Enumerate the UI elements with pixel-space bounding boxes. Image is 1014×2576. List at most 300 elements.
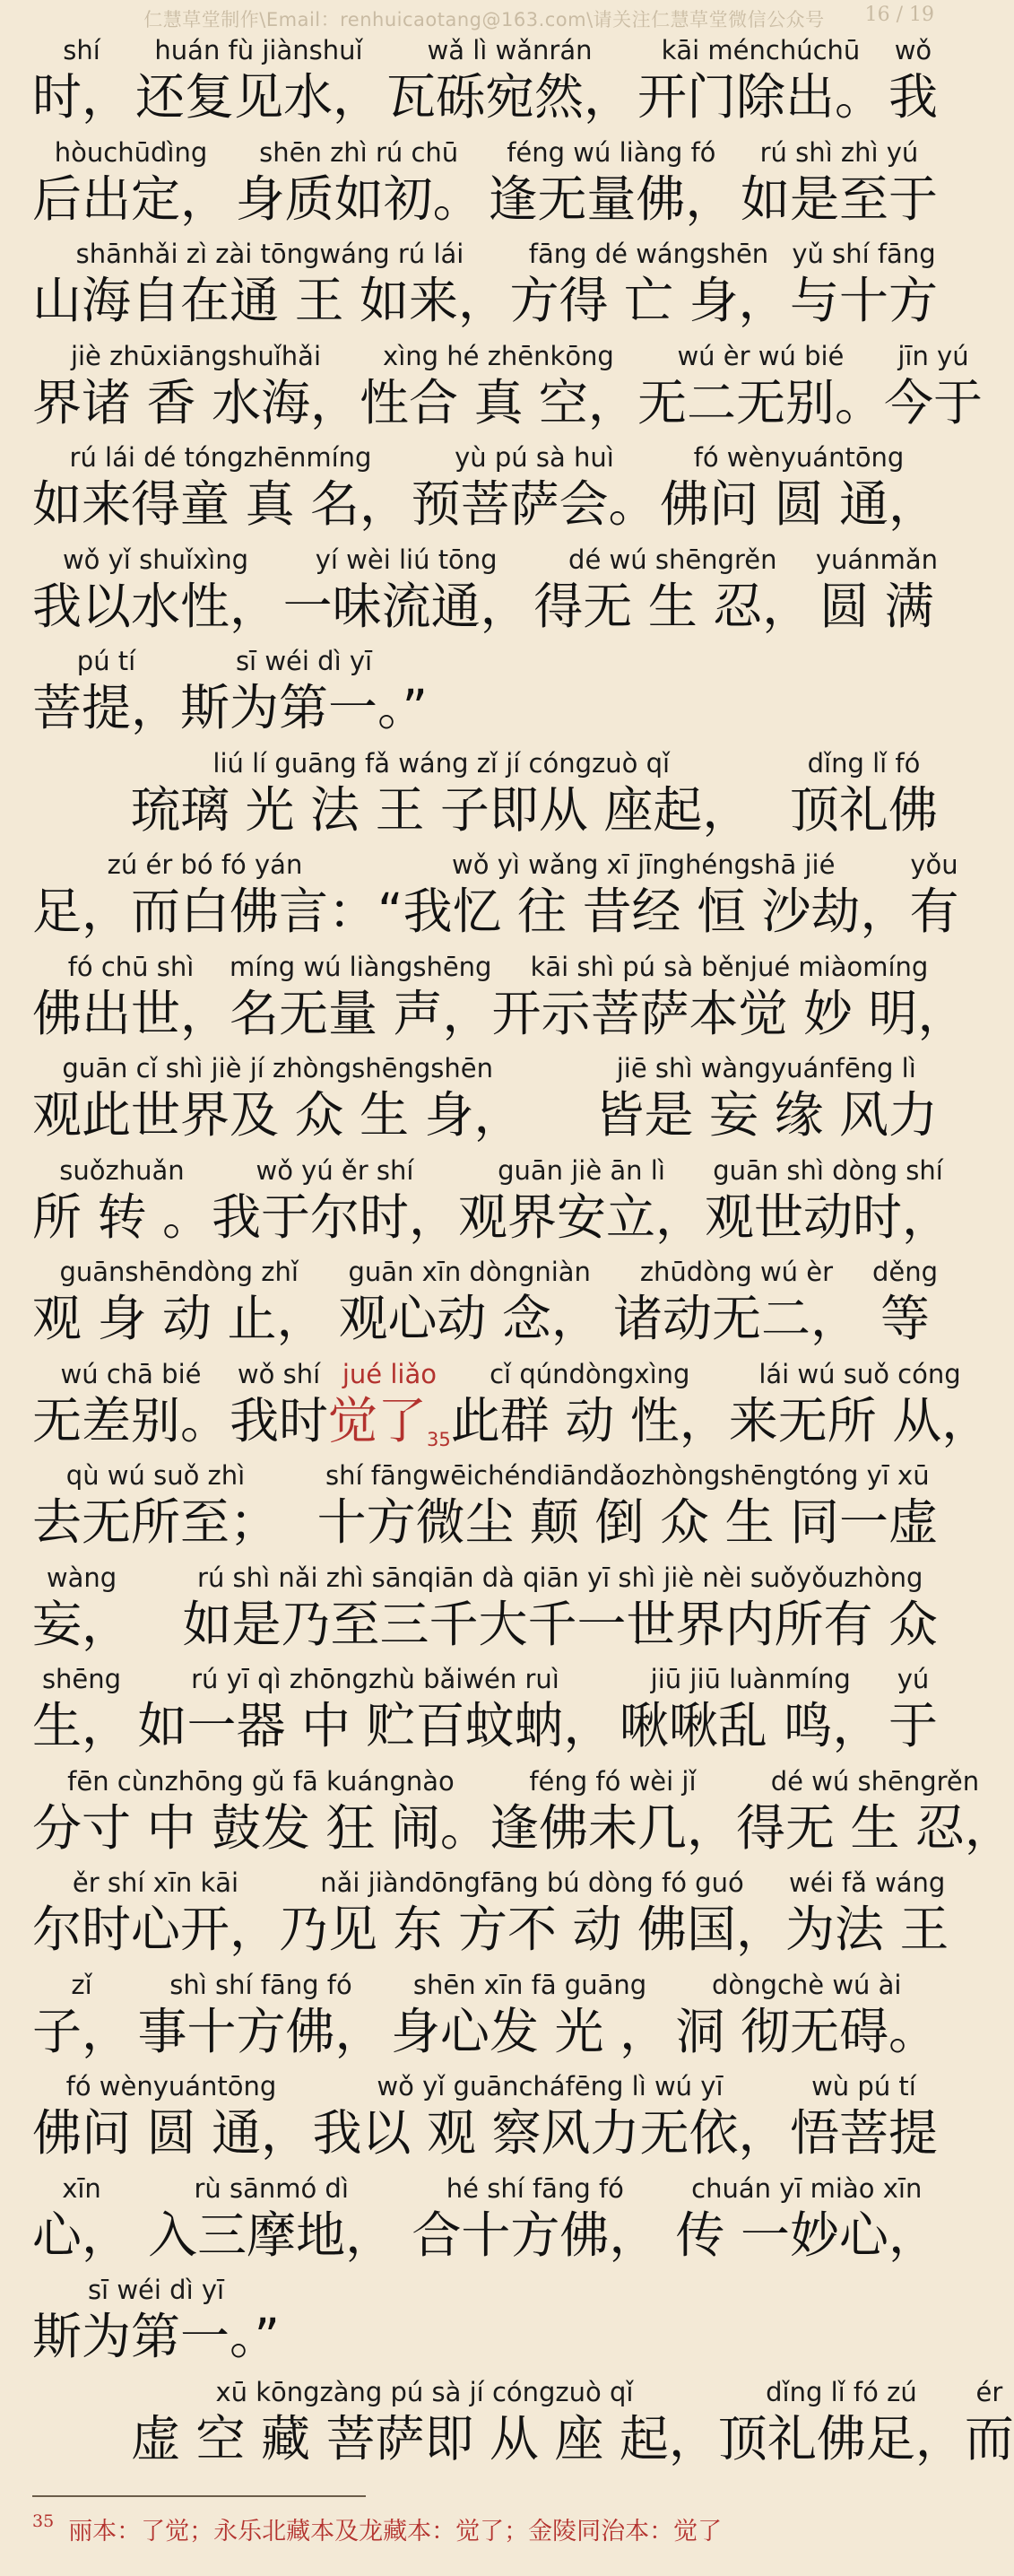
hanzi: 来无所 从， bbox=[728, 1391, 992, 1449]
hanzi: 圆 满 bbox=[819, 577, 934, 635]
phrase bbox=[131, 2376, 718, 2469]
pinyin: yǒu bbox=[910, 849, 958, 880]
pinyin: yí wèi liú tōng bbox=[315, 544, 498, 575]
text-line bbox=[32, 1459, 938, 1562]
phrase bbox=[32, 1052, 523, 1145]
phrase bbox=[637, 340, 884, 433]
phrase bbox=[613, 1256, 860, 1349]
hanzi: 时， bbox=[32, 68, 132, 126]
hanzi-wrap bbox=[741, 169, 938, 230]
hanzi: 十方微尘 颠 倒 众 生 同一虚 bbox=[316, 1493, 938, 1551]
pinyin: huán fù jiànshuǐ bbox=[154, 35, 363, 65]
pinyin: féng fó wèi jǐ bbox=[529, 1765, 697, 1797]
hanzi-wrap bbox=[138, 2001, 385, 2062]
pinyin: wú èr wú bié bbox=[677, 340, 845, 371]
pinyin: cǐ qúndòngxìng bbox=[490, 1358, 690, 1389]
pinyin: xīn bbox=[62, 2172, 101, 2204]
hanzi-wrap bbox=[32, 1492, 279, 1553]
text-line bbox=[32, 544, 938, 646]
pinyin: jiè zhūxiāngshuǐhǎi bbox=[70, 340, 322, 371]
hanzi-wrap bbox=[377, 881, 909, 942]
hanzi-wrap bbox=[236, 169, 482, 230]
text-line bbox=[32, 1663, 938, 1765]
hanzi: 悟菩提 bbox=[789, 2104, 938, 2162]
hanzi: 分寸 中 鼓发 狂 闹。 bbox=[32, 1798, 490, 1857]
pinyin: rú yī qì zhōngzhù bǎiwén ruì bbox=[191, 1664, 559, 1694]
phrase bbox=[872, 1256, 938, 1349]
hanzi-wrap bbox=[32, 169, 230, 230]
pinyin: ér bbox=[975, 2376, 1003, 2407]
pinyin: wéi fǎ wáng bbox=[789, 1867, 946, 1898]
pinyin: rú shì zhì yú bbox=[759, 136, 919, 168]
hanzi-wrap bbox=[32, 1695, 131, 1756]
footnote bbox=[32, 2511, 722, 2546]
text-line bbox=[32, 2376, 1014, 2478]
hanzi-wrap bbox=[360, 372, 637, 433]
hanzi: 还复见水， bbox=[134, 68, 382, 126]
text-line bbox=[32, 2274, 938, 2376]
pinyin: yuánmǎn bbox=[815, 544, 938, 575]
footnote-ref[interactable]: 35 bbox=[427, 1428, 451, 1450]
text-line bbox=[32, 1867, 949, 1969]
hanzi-wrap bbox=[32, 2205, 131, 2266]
text-line bbox=[32, 340, 983, 442]
pinyin: wǒ bbox=[894, 35, 932, 65]
pinyin: dé wú shēngrěn bbox=[770, 1765, 980, 1797]
hanzi: 身心发 光 ， bbox=[391, 2002, 669, 2060]
phrase bbox=[32, 136, 230, 230]
phrase bbox=[279, 1867, 785, 1960]
pinyin: shēn zhì rú chū bbox=[259, 136, 459, 168]
hanzi: 观心动 念， bbox=[338, 1290, 601, 1347]
phrase bbox=[32, 441, 409, 535]
hanzi-wrap bbox=[131, 779, 751, 840]
hanzi-wrap bbox=[328, 1390, 451, 1451]
hanzi: 妄， bbox=[32, 1595, 132, 1653]
phrase bbox=[360, 340, 637, 433]
hanzi: 我以水性， bbox=[32, 577, 280, 635]
pinyin: jīn yú bbox=[897, 340, 969, 371]
pinyin: kāi ménchúchū bbox=[661, 35, 861, 65]
pinyin: wǒ shí bbox=[237, 1358, 321, 1389]
phrase bbox=[180, 645, 428, 738]
hanzi: 名无量 声， bbox=[230, 984, 492, 1042]
phrase bbox=[816, 544, 938, 637]
hanzi-wrap bbox=[888, 66, 938, 127]
hanzi-wrap bbox=[32, 677, 180, 738]
hanzi: 斯为第一。” bbox=[32, 2308, 280, 2365]
phrase bbox=[32, 1969, 131, 2062]
hanzi: 合十方佛， bbox=[412, 2206, 659, 2264]
text-line bbox=[32, 2070, 938, 2172]
hanzi-wrap bbox=[637, 66, 884, 127]
pinyin: ěr shí xīn kāi bbox=[72, 1867, 239, 1898]
hanzi-wrap bbox=[32, 1899, 279, 1960]
hanzi: 洞 彻无碍。 bbox=[675, 2002, 938, 2060]
hanzi: “我忆 往 昔经 恒 沙劫， bbox=[377, 883, 910, 940]
phrase bbox=[32, 1562, 131, 1655]
hanzi-wrap bbox=[816, 576, 938, 637]
phrase bbox=[283, 544, 530, 637]
hanzi: 界诸 香 水海， bbox=[32, 373, 360, 431]
phrase bbox=[32, 1459, 279, 1553]
hanzi-wrap bbox=[386, 66, 633, 127]
hanzi-wrap bbox=[451, 1390, 729, 1451]
hanzi-wrap bbox=[32, 66, 131, 127]
hanzi: 佛出世， bbox=[32, 984, 230, 1042]
hanzi-wrap bbox=[412, 2205, 658, 2266]
pinyin: dǐng lǐ fó zú bbox=[766, 2376, 917, 2407]
hanzi-wrap bbox=[180, 677, 428, 738]
text-line bbox=[32, 2172, 938, 2275]
phrase bbox=[212, 1154, 458, 1248]
phrase bbox=[32, 645, 180, 738]
phrase bbox=[884, 340, 983, 433]
hanzi: 我时 bbox=[230, 1391, 329, 1449]
hanzi-wrap bbox=[613, 1288, 860, 1349]
pinyin: fó wènyuántōng bbox=[65, 2071, 277, 2102]
phrase bbox=[736, 1765, 1014, 1858]
hanzi-wrap bbox=[888, 1695, 938, 1756]
footnote-text: 丽本：了觉；永乐北藏本及龙藏本：觉了；金陵同治本：觉了 bbox=[68, 2518, 723, 2546]
hanzi-wrap bbox=[676, 2205, 938, 2266]
phrase bbox=[490, 1765, 736, 1858]
phrase bbox=[32, 340, 360, 433]
pinyin: shēng bbox=[41, 1664, 122, 1694]
hanzi-wrap bbox=[32, 1390, 230, 1451]
text-line bbox=[32, 1969, 938, 2071]
pinyin: wàng bbox=[46, 1562, 117, 1593]
phrase bbox=[785, 1867, 949, 1960]
hanzi: 斯为第一。” bbox=[180, 679, 429, 736]
hanzi: 开示菩萨本觉 妙 明， bbox=[491, 984, 967, 1042]
phrase bbox=[790, 747, 938, 840]
hanzi: 足，而白佛言： bbox=[32, 883, 378, 940]
hanzi: 逢无量佛， bbox=[488, 170, 735, 228]
hanzi: 性合 真 空， bbox=[359, 373, 637, 431]
hanzi: 乃见 东 方不 动 佛国， bbox=[279, 1901, 785, 1958]
hanzi: 开门除出。 bbox=[637, 68, 884, 126]
hanzi: 诸动无二， bbox=[612, 1290, 860, 1347]
hanzi: 所 转 。 bbox=[32, 1188, 212, 1246]
pinyin: yú bbox=[897, 1664, 930, 1694]
hanzi: 无二无别。 bbox=[637, 373, 884, 431]
hanzi: 佛问 圆 通， bbox=[32, 2104, 310, 2162]
hanzi-wrap bbox=[32, 372, 360, 433]
hanzi: 山海自在通 王 如来， bbox=[32, 272, 507, 329]
hanzi-wrap bbox=[312, 2102, 787, 2163]
hanzi: 尔时心开， bbox=[32, 1901, 280, 1958]
text-line bbox=[32, 1765, 1014, 1867]
pinyin: kāi shì pú sà běnjué miàomíng bbox=[530, 951, 929, 982]
hanzi: 我以 观 察风力无依， bbox=[312, 2104, 788, 2162]
hanzi-wrap bbox=[135, 66, 382, 127]
text-line bbox=[32, 1256, 938, 1358]
hanzi: 瓦砾宛然， bbox=[386, 68, 633, 126]
pinyin: nǎi jiàndōngfāng bú dòng fó guó bbox=[320, 1867, 744, 1898]
phrase bbox=[888, 1663, 938, 1756]
pinyin: pú tí bbox=[76, 646, 136, 676]
hanzi: 观世动时， bbox=[705, 1188, 952, 1246]
text-line bbox=[32, 849, 959, 951]
phrase bbox=[391, 1969, 669, 2062]
hanzi: 虚 空 藏 菩萨即 从 座 起， bbox=[131, 2409, 718, 2467]
phrase bbox=[729, 1358, 991, 1451]
hanzi: 无差别。 bbox=[32, 1391, 230, 1449]
hanzi-wrap bbox=[705, 1187, 951, 1248]
text-line bbox=[32, 1052, 938, 1154]
hanzi: 得无 生 忍， bbox=[533, 577, 812, 635]
hanzi: 逢佛未几， bbox=[489, 1798, 736, 1857]
phrase bbox=[138, 1969, 385, 2062]
hanzi-wrap bbox=[965, 2408, 1014, 2469]
phrase bbox=[676, 2172, 938, 2266]
pinyin: wǒ yì wǎng xī jīnghéngshā jié bbox=[452, 849, 836, 880]
hanzi: 事十方佛， bbox=[137, 2002, 385, 2060]
hanzi-wrap bbox=[32, 1187, 212, 1248]
hanzi-wrap bbox=[729, 1390, 991, 1451]
phrase bbox=[965, 2376, 1014, 2469]
pinyin: zú ér bó fó yán bbox=[107, 849, 303, 880]
phrase bbox=[741, 136, 938, 230]
pinyin: shí fāngwēichéndiāndǎozhòngshēngtóng yī xū bbox=[325, 1460, 930, 1491]
hanzi-wrap bbox=[509, 270, 787, 331]
phrase bbox=[312, 2070, 787, 2163]
hanzi: 入三摩地， bbox=[148, 2206, 395, 2264]
annotated-phrase bbox=[328, 1358, 451, 1451]
pinyin: rú shì nǎi zhì sānqiān dà qiān yī shì jiè nèi suǒyǒuzhòng bbox=[197, 1562, 923, 1593]
phrase bbox=[317, 1459, 938, 1553]
pinyin: liú lí guāng fǎ wáng zǐ jí cóngzuò qǐ bbox=[212, 747, 671, 779]
pinyin: jiū jiū luànmíng bbox=[650, 1664, 851, 1694]
pinyin: guān jiè ān lì bbox=[498, 1154, 665, 1186]
pinyin: qù wú suǒ zhì bbox=[65, 1460, 246, 1491]
text-line bbox=[32, 34, 938, 136]
hanzi: 如是乃至三千大千一世界内所有 众 bbox=[182, 1595, 938, 1653]
pinyin: yǔ shí fāng bbox=[792, 239, 936, 269]
pinyin: guān shì dòng shí bbox=[713, 1154, 943, 1186]
hanzi-wrap bbox=[32, 983, 230, 1044]
footnote-divider bbox=[32, 2495, 366, 2497]
hanzi: 我 bbox=[888, 68, 938, 126]
hanzi: 生， bbox=[32, 1697, 132, 1754]
hanzi-wrap bbox=[32, 1084, 523, 1145]
phrase bbox=[32, 1765, 490, 1858]
phrase bbox=[32, 2070, 310, 2163]
hanzi: 后出定， bbox=[32, 170, 230, 228]
phrase bbox=[637, 34, 884, 127]
hanzi: 如一器 中 贮百蚊蚋， bbox=[137, 1697, 613, 1754]
pinyin: míng wú liàngshēng bbox=[230, 951, 492, 982]
hanzi: 琉璃 光 法 王 子即从 座起， bbox=[131, 780, 752, 839]
hanzi: 观界安立， bbox=[457, 1188, 705, 1246]
pinyin: rù sānmó dì bbox=[194, 2172, 349, 2204]
scripture-text-body bbox=[32, 34, 1014, 2477]
pinyin: féng wú liàng fó bbox=[507, 136, 716, 168]
hanzi: 预菩萨会。 bbox=[411, 475, 658, 533]
hanzi-wrap bbox=[32, 2102, 310, 2163]
hanzi-wrap bbox=[230, 1390, 328, 1451]
phrase bbox=[790, 238, 938, 331]
pinyin: dòngchè wú ài bbox=[712, 1969, 902, 2000]
phrase bbox=[32, 1358, 230, 1451]
hanzi: 啾啾乱 鸣， bbox=[619, 1697, 882, 1754]
hanzi-wrap bbox=[32, 270, 507, 331]
pinyin: fāng dé wángshēn bbox=[528, 239, 769, 269]
hanzi-wrap bbox=[32, 881, 377, 942]
hanzi: 有 bbox=[909, 883, 959, 940]
hanzi-wrap bbox=[32, 576, 279, 637]
hanzi: 觉了 bbox=[328, 1391, 428, 1449]
phrase bbox=[32, 2172, 131, 2266]
hanzi: 子， bbox=[32, 2002, 132, 2060]
text-line bbox=[32, 1154, 952, 1257]
hanzi: 顶礼佛 bbox=[789, 780, 938, 839]
pinyin: hòuchūdìng bbox=[54, 136, 208, 168]
hanzi-wrap bbox=[785, 1899, 949, 1960]
pinyin: dǐng lǐ fó bbox=[807, 747, 921, 779]
pinyin: xìng hé zhēnkōng bbox=[383, 340, 614, 371]
pinyin: shānhǎi zì zài tōngwáng rú lái bbox=[75, 239, 464, 269]
phrase bbox=[488, 136, 734, 230]
phrase bbox=[32, 2274, 280, 2367]
hanzi-wrap bbox=[909, 881, 958, 942]
hanzi: 去无所至； bbox=[32, 1493, 280, 1551]
phrase bbox=[131, 747, 751, 840]
text-line bbox=[32, 1562, 938, 1664]
text-line bbox=[32, 645, 938, 747]
hanzi-wrap bbox=[148, 2205, 394, 2266]
hanzi-wrap bbox=[790, 779, 938, 840]
hanzi: 心， bbox=[32, 2206, 132, 2264]
hanzi-wrap bbox=[32, 474, 409, 535]
phrase bbox=[32, 1154, 212, 1248]
phrase bbox=[32, 1256, 325, 1349]
pinyin: hé shí fāng fó bbox=[446, 2172, 624, 2204]
pinyin: rú lái dé tóngzhēnmíng bbox=[69, 442, 372, 473]
hanzi: 如是至于 bbox=[740, 170, 938, 228]
hanzi: 皆是 妄 缘 风力 bbox=[594, 1086, 938, 1144]
phrase bbox=[620, 1663, 881, 1756]
phrase bbox=[148, 2172, 394, 2266]
hanzi-wrap bbox=[279, 1899, 785, 1960]
hanzi-wrap bbox=[32, 2306, 280, 2367]
phrase bbox=[230, 951, 491, 1044]
phrase bbox=[32, 544, 279, 637]
pinyin: guān cǐ shì jiè jí zhòngshēngshēn bbox=[62, 1053, 494, 1083]
phrase bbox=[509, 238, 787, 331]
page-number: 16 / 19 bbox=[864, 4, 934, 26]
phrase bbox=[138, 1663, 613, 1756]
pinyin: chuán yī miào xīn bbox=[691, 2172, 923, 2204]
pinyin: guānshēndòng zhǐ bbox=[59, 1257, 299, 1287]
hanzi-wrap bbox=[283, 576, 530, 637]
hanzi-wrap bbox=[458, 1187, 705, 1248]
phrase bbox=[32, 849, 377, 942]
pinyin: sī wéi dì yī bbox=[235, 646, 373, 676]
phrase bbox=[888, 34, 938, 127]
hanzi: 如来得童 真 名， bbox=[32, 475, 409, 533]
hanzi: 观此世界及 众 生 身， bbox=[32, 1086, 524, 1144]
phrase bbox=[411, 441, 657, 535]
hanzi: 传 一妙心， bbox=[675, 2206, 938, 2264]
header-watermark-text: 仁慧草堂制作\Email：renhuicaotang@163.com\请关注仁慧草堂微信公众号 bbox=[143, 9, 825, 30]
hanzi-wrap bbox=[32, 1594, 131, 1655]
phrase bbox=[492, 951, 967, 1044]
pinyin: děng bbox=[871, 1257, 938, 1287]
phrase bbox=[909, 849, 958, 942]
pinyin: shí bbox=[63, 35, 100, 65]
hanzi-wrap bbox=[533, 576, 811, 637]
pinyin: wǒ yǐ shuǐxìng bbox=[62, 544, 249, 575]
pinyin: wǎ lì wǎnrán bbox=[427, 35, 593, 65]
pinyin: yù pú sà huì bbox=[455, 442, 614, 473]
pinyin: zǐ bbox=[71, 1969, 92, 2000]
phrase bbox=[32, 34, 131, 127]
pinyin: suǒzhuǎn bbox=[59, 1154, 185, 1186]
hanzi-wrap bbox=[490, 1797, 736, 1858]
hanzi: 而 bbox=[964, 2409, 1014, 2467]
hanzi: 顶礼佛足， bbox=[717, 2409, 965, 2467]
footnote-mark: 35 bbox=[32, 2511, 55, 2531]
hanzi-wrap bbox=[32, 2001, 131, 2062]
phrase bbox=[32, 238, 507, 331]
phrase bbox=[135, 34, 382, 127]
hanzi: 此群 动 性， bbox=[450, 1391, 729, 1449]
phrase bbox=[236, 136, 482, 230]
pinyin: wǒ yú ěr shí bbox=[256, 1154, 414, 1186]
phrase bbox=[451, 1358, 729, 1451]
pinyin: guān xīn dòngniàn bbox=[348, 1257, 591, 1287]
hanzi: 我于尔时， bbox=[211, 1188, 458, 1246]
hanzi-wrap bbox=[620, 1695, 881, 1756]
phrase bbox=[595, 1052, 938, 1145]
hanzi: 于 bbox=[888, 1697, 938, 1754]
pinyin: fó wènyuántōng bbox=[693, 442, 905, 473]
hanzi: 一味流通， bbox=[282, 577, 530, 635]
hanzi-wrap bbox=[884, 372, 983, 433]
hanzi-wrap bbox=[676, 2001, 938, 2062]
text-line bbox=[32, 136, 938, 239]
pinyin: fēn cùnzhōng gǔ fā kuángnào bbox=[67, 1765, 455, 1797]
hanzi: 得无 生 忍， bbox=[735, 1798, 1014, 1857]
hanzi: 方得 亡 身， bbox=[509, 272, 788, 329]
hanzi-wrap bbox=[317, 1492, 938, 1553]
hanzi: 等 bbox=[880, 1290, 930, 1347]
phrase bbox=[32, 951, 230, 1044]
phrase bbox=[718, 2376, 965, 2469]
hanzi-wrap bbox=[718, 2408, 965, 2469]
phrase bbox=[386, 34, 633, 127]
phrase bbox=[458, 1154, 705, 1248]
text-line bbox=[32, 951, 967, 1053]
hanzi-wrap bbox=[637, 372, 884, 433]
hanzi-wrap bbox=[391, 2001, 669, 2062]
pinyin: shì shí fāng fó bbox=[169, 1969, 352, 2000]
hanzi: 为法 王 bbox=[784, 1901, 949, 1958]
pinyin: wǒ yǐ guāncháfēng lì wú yī bbox=[377, 2071, 724, 2102]
pinyin: jué liǎo bbox=[342, 1358, 437, 1389]
phrase bbox=[412, 2172, 658, 2266]
hanzi-wrap bbox=[230, 983, 491, 1044]
text-line bbox=[32, 238, 938, 340]
hanzi: 身质如初。 bbox=[235, 170, 482, 228]
hanzi-wrap bbox=[212, 1187, 458, 1248]
pinyin: sī wéi dì yī bbox=[87, 2275, 225, 2305]
pinyin: dé wú shēngrěn bbox=[568, 544, 777, 575]
phrase bbox=[183, 1562, 938, 1655]
pinyin: wú chā bié bbox=[60, 1358, 202, 1389]
